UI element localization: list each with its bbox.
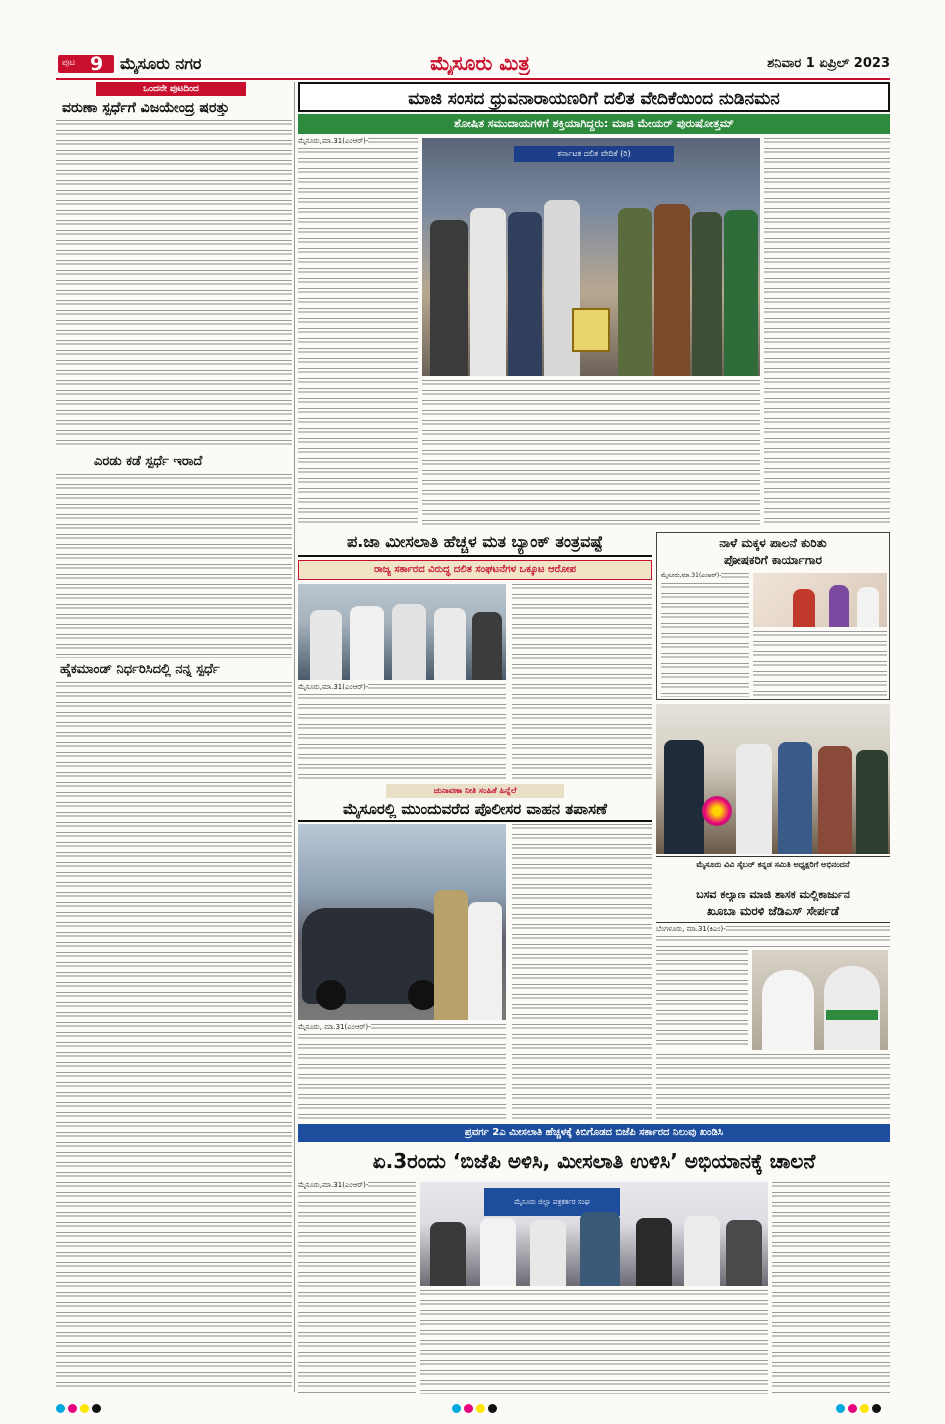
person: [726, 1220, 762, 1286]
bottom-photo: [420, 1182, 768, 1286]
person: [530, 1220, 566, 1286]
person: [664, 740, 704, 854]
police-story: [298, 784, 652, 1120]
masthead-rule: [56, 78, 890, 80]
story-body: [56, 474, 292, 658]
police-body-right: [512, 824, 652, 1120]
kicker-front-page: ಒಂದನೇ ಪುಟದಿಂದ: [96, 82, 246, 96]
lead-headline: ಮಾಜಿ ಸಂಸದ ಧ್ರುವನಾರಾಯಣರಿಗೆ ದಲಿತ ವೇದಿಕೆಯಿಂದ ನುಡಿನಮನ: [298, 82, 890, 112]
flower-bouquet: [702, 796, 732, 826]
person: [736, 744, 772, 854]
story-headline: ಹೈಕಮಾಂಡ್ ನಿರ್ಧರಿಸಿದಲ್ಲಿ ನನ್ನ ಸ್ಪರ್ಧೆ: [60, 662, 220, 677]
registration-dot: [872, 1404, 881, 1413]
lead-story: [298, 82, 890, 528]
story-body: [56, 682, 292, 1392]
sc-story: [298, 532, 652, 780]
basava-body: [656, 926, 890, 948]
workshop-body: [753, 631, 887, 697]
car-wheel: [316, 980, 346, 1010]
basava-body: [656, 1054, 890, 1120]
bottom-body-right: [772, 1182, 890, 1394]
person: [480, 1218, 516, 1286]
person: [472, 612, 502, 680]
registration-dot: [464, 1404, 473, 1413]
basava-headline-line1: ಬಸವ ಕಲ್ಯಾಣ ಮಾಜಿ ಶಾಸಕ ಮಲ್ಲಿಕಾರ್ಜುನ: [696, 888, 850, 901]
lead-body-left: [298, 138, 418, 528]
bottom-body-left: [298, 1182, 416, 1394]
felicitation-photo: [656, 704, 890, 854]
basava-photo: [752, 950, 888, 1050]
person: [793, 589, 815, 627]
person: [508, 212, 542, 376]
person: [762, 970, 814, 1050]
portrait-frame: [572, 308, 610, 352]
person: [350, 606, 384, 680]
police-headline: ಮೈಸೂರಲ್ಲಿ ಮುಂದುವರೆದ ಪೊಲೀಸರ ವಾಹನ ತಪಾಸಣೆ: [298, 800, 652, 822]
registration-dot: [860, 1404, 869, 1413]
workshop-headline-line1: ನಾಳೆ ಮಕ್ಕಳ ಪಾಲನೆ ಕುರಿತು: [719, 536, 827, 550]
person: [580, 1212, 620, 1286]
person: [618, 208, 652, 376]
workshop-headline-line2: ಪೋಷಕರಿಗೆ ಕಾರ್ಯಾಗಾರ: [724, 553, 822, 567]
police-officer: [434, 890, 468, 1020]
person: [818, 746, 852, 854]
bottom-story: [298, 1124, 890, 1394]
registration-dot: [848, 1404, 857, 1413]
party-scarf: [826, 1010, 878, 1020]
basava-headline-line2: ಖೂಬಾ ಮರಳಿ ಜೆಡಿಎಸ್ ಸೇರ್ಪಡೆ: [656, 904, 890, 923]
registration-dot: [92, 1404, 101, 1413]
lead-subhead: ಶೋಷಿತ ಸಮುದಾಯಗಳಿಗೆ ಶಕ್ತಿಯಾಗಿದ್ದರು: ಮಾಜಿ ಮೇಯರ್ ಪುರುಷೋತ್ತಮ್: [298, 114, 890, 134]
basava-body: [656, 950, 748, 1050]
person: [778, 742, 812, 854]
registration-marks-center: [452, 1404, 512, 1414]
workshop-body: [661, 573, 749, 697]
registration-dot: [488, 1404, 497, 1413]
registration-dot: [836, 1404, 845, 1413]
registration-dot: [476, 1404, 485, 1413]
person: [392, 604, 426, 680]
police-kicker: ಚುನಾವಣಾ ನೀತಿ ಸಂಹಿತೆ ಹಿನ್ನೆಲೆ: [433, 786, 517, 795]
police-dateline: ಮೈಸೂರು, ಮಾ.31(ಎಂಆರ್)-: [298, 1023, 371, 1031]
person: [856, 750, 888, 854]
sc-body-right: [512, 584, 652, 780]
left-column: [56, 82, 292, 1392]
registration-dot: [80, 1404, 89, 1413]
photo-banner: [514, 146, 674, 162]
story-body: [56, 120, 292, 450]
lead-dateline: ಮೈಸೂರು,ಮಾ.31(ಎಂಆರ್)-: [298, 137, 369, 145]
story-headline: ಎರಡು ಕಡೆ ಸ್ಪರ್ಧೆ ಇರಾದೆ: [94, 454, 203, 469]
police-body-left: [298, 1024, 506, 1120]
bottom-body-center: [420, 1290, 768, 1394]
page-number: 9: [90, 53, 104, 75]
paper-name: ಮೈಸೂರು ಮಿತ್ರ: [430, 51, 530, 75]
workshop-story: [656, 532, 890, 700]
bottom-headline: ಏ.3ರಂದು ‘ಬಿಜೆಪಿ ಅಳಿಸಿ, ಮೀಸಲಾತಿ ಉಳಿಸಿ’ ಅಭಿಯಾನಕ್ಕೆ ಚಾಲನೆ: [372, 1149, 816, 1173]
photo-caption-box: [656, 856, 890, 884]
person: [654, 204, 690, 376]
person: [310, 610, 342, 680]
registration-marks-left: [56, 1404, 116, 1414]
lead-photo: [422, 138, 760, 376]
person: [824, 966, 880, 1050]
sc-photo: [298, 584, 506, 680]
person: [470, 208, 506, 376]
registration-dot: [56, 1404, 65, 1413]
sc-subhead-box: [298, 560, 652, 580]
workshop-photo: [753, 573, 887, 627]
photo-banner-text: ಕರ್ನಾಟಕ ದಲಿತ ವೇದಿಕೆ (ರಿ): [557, 149, 631, 158]
workshop-dateline: ಮೈಸೂರು,ಮಾ.31(ಎಂಆರ್)-: [661, 572, 722, 579]
police-photo: [298, 824, 506, 1020]
section-title: ಮೈಸೂರು ನಗರ: [120, 54, 202, 73]
issue-date: ಶನಿವಾರ 1 ಏಪ್ರಿಲ್ 2023: [767, 56, 890, 71]
masthead: [0, 48, 945, 78]
person: [468, 902, 502, 1020]
person: [692, 212, 722, 376]
bottom-kicker: ಪ್ರವರ್ಗ 2ಎ ಮೀಸಲಾತಿ ಹೆಚ್ಚಳಕ್ಕೆ ಕಿಬಿಗೊಡದ ಬಿಜೆಪಿ ಸರ್ಕಾರದ ನಿಲುವು ಖಂಡಿಸಿ: [298, 1124, 890, 1142]
column-divider: [294, 82, 295, 1392]
sc-body-left: [298, 684, 506, 780]
page-label: ಪುಟ: [62, 58, 76, 68]
person: [430, 1222, 466, 1286]
bottom-dateline: ಮೈಸೂರು,ಮಾ.31(ಎಂಆರ್)-: [298, 1181, 369, 1189]
registration-marks-right: [836, 1404, 896, 1414]
basava-story: [656, 888, 890, 1120]
person: [829, 585, 849, 627]
lead-body-right: [764, 138, 890, 528]
story-headline: ವರುಣಾ ಸ್ಪರ್ಧೆಗೆ ವಿಜಯೇಂದ್ರ ಷರತ್ತು: [62, 100, 230, 116]
person: [724, 210, 758, 376]
person: [636, 1218, 672, 1286]
person: [434, 608, 466, 680]
registration-dot: [452, 1404, 461, 1413]
person: [857, 587, 879, 627]
lead-body-under-photo: [422, 380, 760, 528]
sc-dateline: ಮೈಸೂರು,ಮಾ.31(ಎಂಆರ್)-: [298, 683, 369, 691]
sc-subhead: ರಾಜ್ಯ ಸರ್ಕಾರದ ವಿರುದ್ಧ ದಲಿತ ಸಂಘಟನೆಗಳ ಒಕ್ಕೂಟ ಆರೋಪ: [373, 564, 577, 575]
registration-dot: [68, 1404, 77, 1413]
basava-dateline: ಬೆಂಗಳೂರು, ಮಾ.31(ಕಿಎಂ)-: [656, 925, 726, 933]
photo-banner-text: ಮೈಸೂರು ಜಿಲ್ಲಾ ಪತ್ರಕರ್ತರ ಸಂಘ: [514, 1198, 590, 1206]
person: [684, 1216, 720, 1286]
photo-caption: ಮೈಸೂರು ವಿವಿ ಸೈಬರ್ ಕನ್ನಡ ಸಮಿತಿ ಅಧ್ಯಕ್ಷರಿಗೆ ಅಭಿನಂದನೆ: [696, 860, 850, 869]
page-number-box: [58, 55, 114, 73]
person: [430, 220, 468, 376]
police-kicker-box: [386, 784, 564, 798]
sc-headline: ಪ.ಜಾ ಮೀಸಲಾತಿ ಹೆಚ್ಚಳ ಮತ ಬ್ಯಾಂಕ್ ತಂತ್ರವಷ್ಟೆ: [298, 532, 652, 557]
